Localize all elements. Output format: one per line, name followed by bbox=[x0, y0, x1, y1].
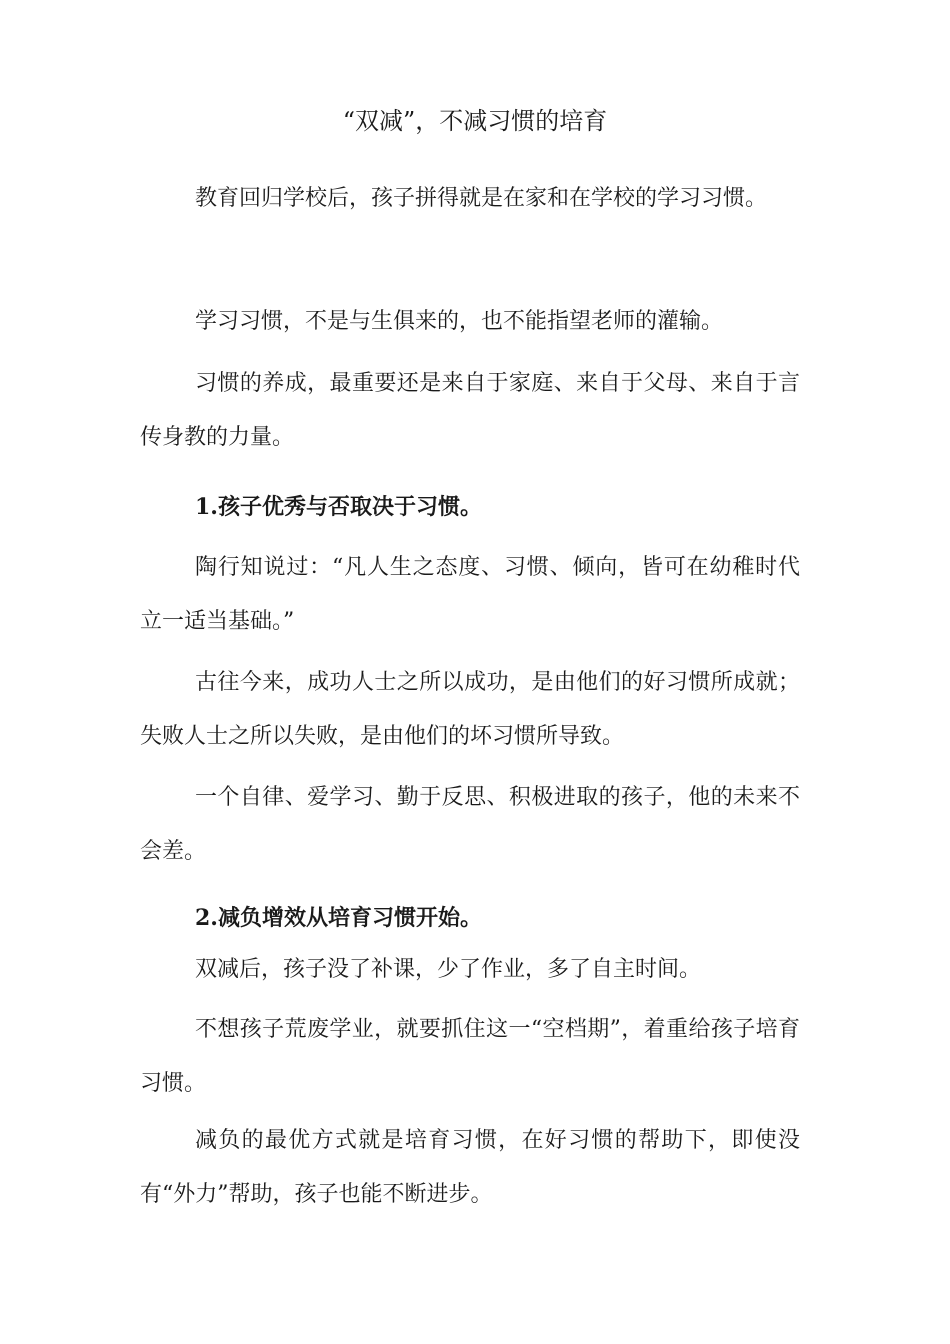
section-2-heading: 2.减负增效从培育习惯开始。 bbox=[195, 905, 482, 931]
section-2-paragraph-1: 双减后，孩子没了补课，少了作业，多了自主时间。 bbox=[195, 957, 702, 982]
intro-paragraph-1: 教育回归学校后，孩子拼得就是在家和在学校的学习习惯。 bbox=[195, 186, 768, 211]
section-1-paragraph-1: 陶行知说过：“凡人生之态度、习惯、倾向，皆可在幼稚时代立一适当基础。” bbox=[140, 555, 800, 634]
section-1-paragraph-2: 古往今来，成功人士之所以成功，是由他们的好习惯所成就；失败人士之所以失败，是由他们的坏习惯所导致。 bbox=[140, 670, 800, 749]
intro-paragraph-3: 习惯的养成，最重要还是来自于家庭、来自于父母、来自于言传身教的力量。 bbox=[140, 371, 800, 450]
section-1-heading: 1.孩子优秀与否取决于习惯。 bbox=[195, 494, 482, 520]
section-2-paragraph-3: 减负的最优方式就是培育习惯，在好习惯的帮助下，即使没有“外力”帮助，孩子也能不断进步。 bbox=[140, 1128, 800, 1207]
document-title: “双减”，不减习惯的培育 bbox=[342, 107, 608, 135]
intro-paragraph-2: 学习习惯，不是与生俱来的，也不能指望老师的灌输。 bbox=[195, 309, 724, 334]
section-1-paragraph-3: 一个自律、爱学习、勤于反思、积极进取的孩子，他的未来不会差。 bbox=[140, 785, 800, 864]
section-2-paragraph-2: 不想孩子荒废学业，就要抓住这一“空档期”，着重给孩子培育习惯。 bbox=[140, 1017, 800, 1096]
